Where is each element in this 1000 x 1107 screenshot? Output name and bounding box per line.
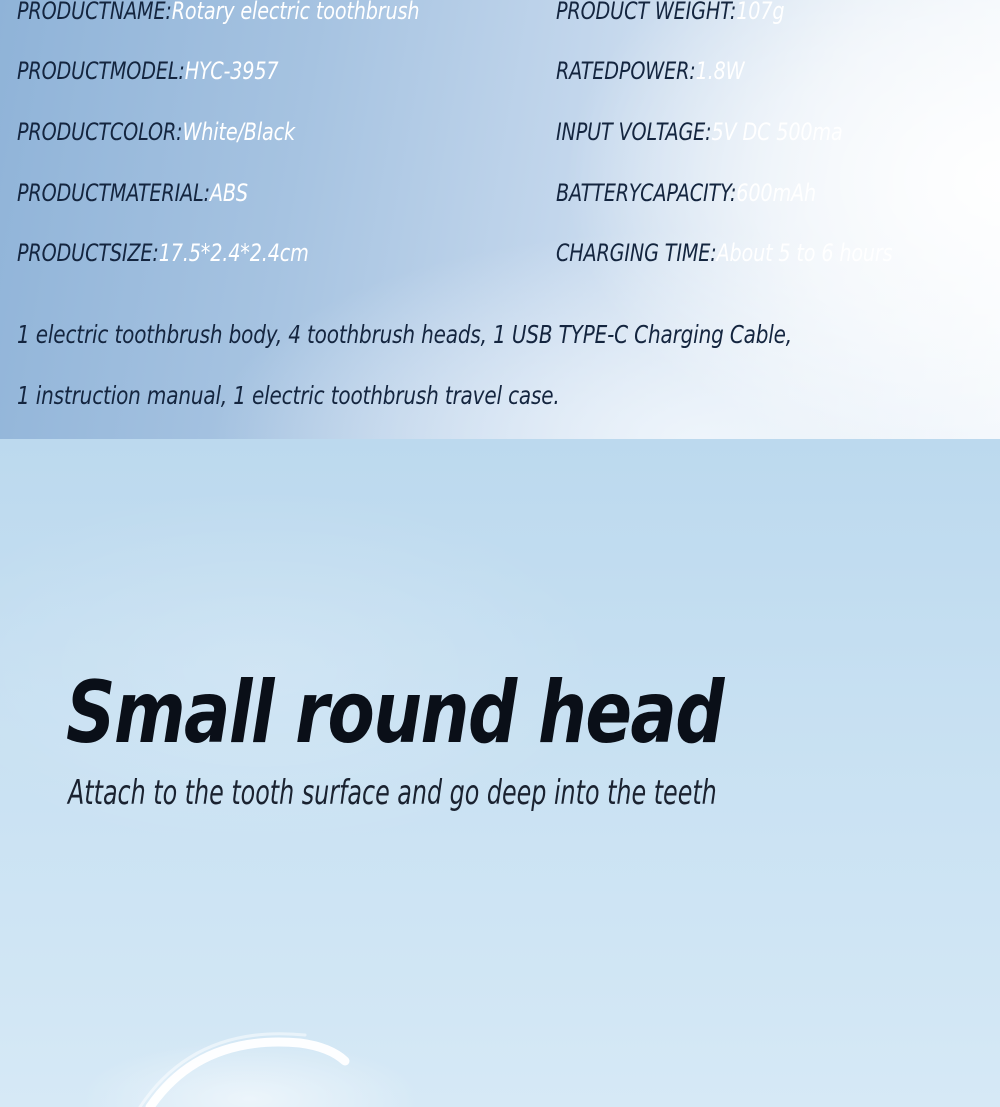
spec-value: 1.8W xyxy=(695,57,745,85)
hero-section xyxy=(0,439,1000,1107)
spec-input-voltage xyxy=(556,117,843,147)
spec-product-material xyxy=(17,178,248,208)
spec-key: PRODUCTCOLOR: xyxy=(17,118,183,146)
spec-charging-time xyxy=(556,238,893,268)
spec-value: 5V DC 500ma xyxy=(711,118,843,146)
spec-product-model xyxy=(17,56,278,86)
spec-key: PRODUCTSIZE: xyxy=(17,239,159,267)
spec-product-name xyxy=(17,0,419,26)
spec-key: PRODUCT WEIGHT: xyxy=(556,0,737,25)
package-contents-line-1: 1 electric toothbrush body, 4 toothbrush heads, 1 USB TYPE-C Charging Cable, xyxy=(17,320,792,349)
package-contents-line-2: 1 instruction manual, 1 electric toothbrush travel case. xyxy=(17,381,560,410)
spec-value: About 5 to 6 hours xyxy=(716,239,893,267)
spec-key: INPUT VOLTAGE: xyxy=(556,118,712,146)
spec-value: HYC-3957 xyxy=(184,57,279,85)
spec-value: 600mAh xyxy=(736,179,816,207)
spec-key: PRODUCTMODEL: xyxy=(17,57,185,85)
spec-key: BATTERYCAPACITY: xyxy=(556,179,737,207)
spec-rated-power xyxy=(556,56,744,86)
spec-key: PRODUCTNAME: xyxy=(17,0,172,25)
spec-product-color xyxy=(17,117,295,147)
spec-battery-capacity xyxy=(556,178,816,208)
hero-title: Small round head xyxy=(66,663,723,763)
spec-product-weight xyxy=(556,0,784,26)
spec-value: 107g xyxy=(736,0,785,25)
hero-subtitle: Attach to the tooth surface and go deep into the teeth xyxy=(68,773,717,813)
spec-value: 17.5*2.4*2.4cm xyxy=(158,239,309,267)
spec-value: Rotary electric toothbrush xyxy=(171,0,420,25)
spec-panel xyxy=(0,0,1000,439)
spec-key: RATEDPOWER: xyxy=(556,57,696,85)
spec-key: PRODUCTMATERIAL: xyxy=(17,179,210,207)
spec-value: ABS xyxy=(209,179,248,207)
spec-key: CHARGING TIME: xyxy=(556,239,717,267)
spec-product-size xyxy=(17,238,309,268)
spec-value: White/Black xyxy=(182,118,295,146)
